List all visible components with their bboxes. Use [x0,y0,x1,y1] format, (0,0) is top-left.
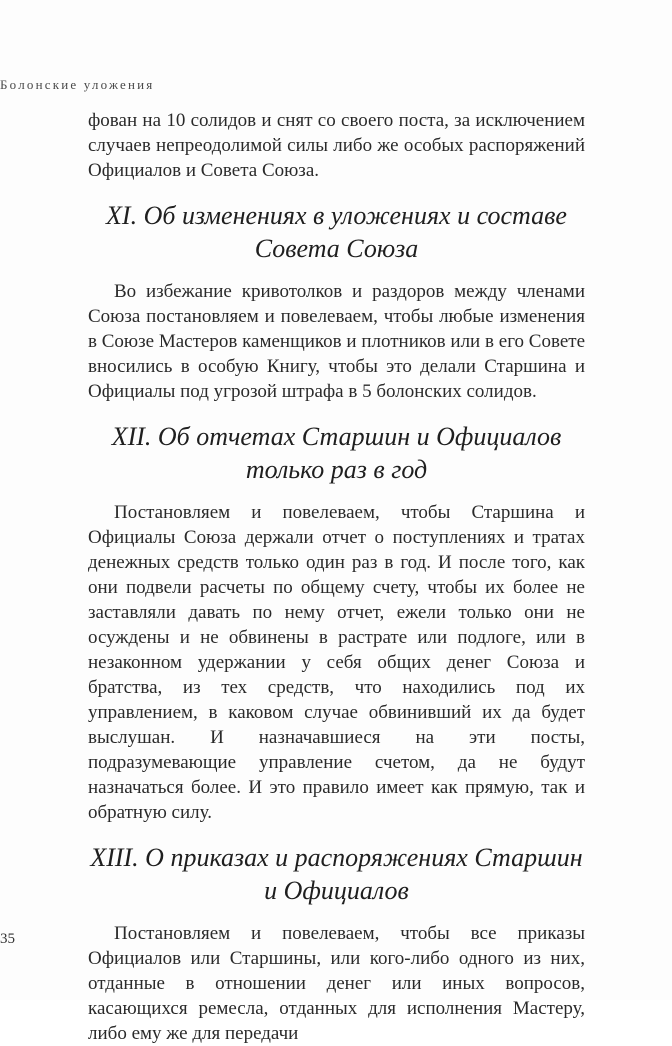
page-number: 35 [0,931,15,947]
paragraph-section-13: Постановляем и повелеваем, чтобы все приказы Официалов или Старшины, или кого-либо одного из них, отданные в отношении денег или иных вопросов, касающихся ремесла, отданных для исполнения Мастеру, либо ему же для передачи [88,923,585,1044]
running-head: Болонские уложения [0,77,155,92]
paragraph-section-12: Постановляем и повелеваем, чтобы Старшина и Официалы Союза держали отчет о поступлениях и тратах денежных средств только один раз в год. И после того, как они подвели расчеты по общему счету, чтобы их более не заставляли давать по нему отчет, ежели только они не осуждены и не обвинены в растрате или подлоге, или в незаконном удержании у себя общих денег Союза и братства, из тех средств, что находились под их управлением, в каковом случае обвинивший их да будет выслушан. И назначавшиеся на эти посты, подразумевающие управление счетом, да не будут назначаться более. И это правило имеет как прямую, так и обратную силу. [88,502,585,823]
page-body [88,108,585,1046]
section-heading-11: XI. Об изменениях в уложениях и составе Совета Союза [106,201,567,263]
section-heading-13: XIII. О приказах и распоряжениях Старшин и Официалов [90,843,583,905]
paragraph-continuation: фован на 10 солидов и снят со своего поста, за исключением случаев непреодолимой силы либо же особых распоряжений Официалов и Совета Союза. [88,110,585,181]
section-heading-12: XII. Об отчетах Старшин и Официалов только раз в год [111,422,562,484]
paragraph-section-11: Во избежание кривотолков и раздоров между членами Союза постановляем и повелеваем, чтобы любые изменения в Союзе Мастеров каменщиков и плотников или в его Совете вносились в особую Книгу, чтобы это делали Старшина и Официалы под угрозой штрафа в 5 болонских солидов. [88,281,585,402]
